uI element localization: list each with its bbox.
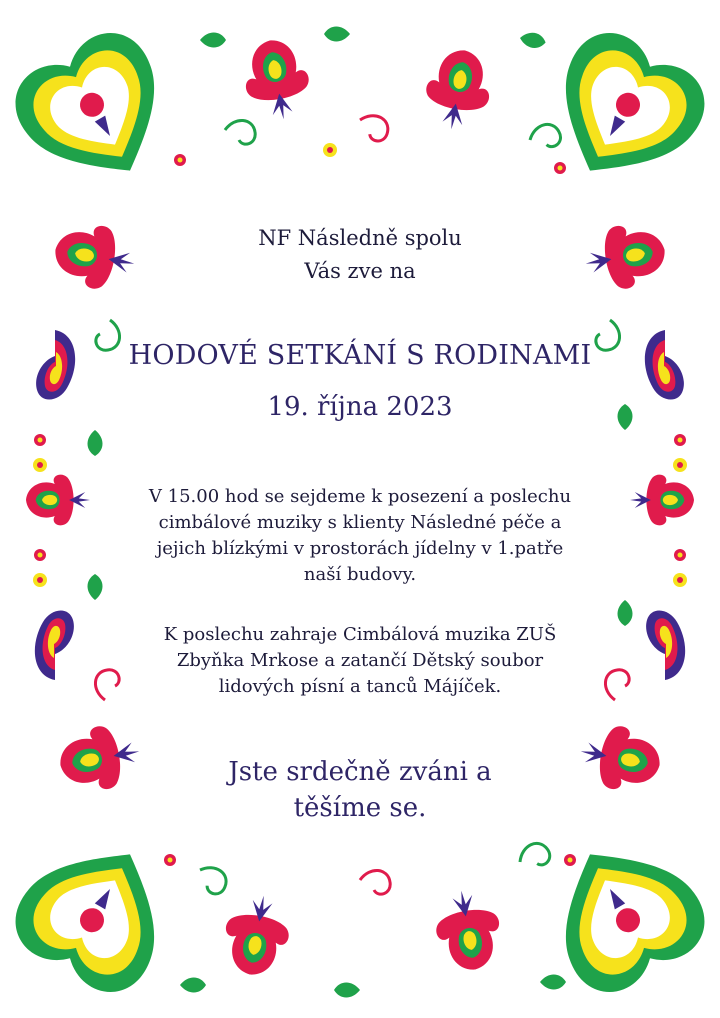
music-line: Zbyňka Mrkose a zatančí Dětský soubor <box>176 650 544 671</box>
music-program <box>0 622 720 700</box>
details-line: V 15.00 hod se sejdeme k posezení a poslechu <box>148 486 572 507</box>
closing-line: Jste srdečně zváni a <box>228 757 492 787</box>
closing-message <box>0 754 720 826</box>
details-line: cimbálové muziky s klienty Následné péče a <box>158 512 562 533</box>
music-line: K poslechu zahraje Cimbálová muzika ZUŠ <box>163 624 557 645</box>
closing-line: těšíme se. <box>293 793 427 823</box>
music-line: lidových písní a tanců Májíček. <box>218 676 502 697</box>
event-details <box>0 484 720 588</box>
host-line: NF Následně spolu <box>258 226 462 250</box>
invite-line: Vás zve na <box>304 259 416 283</box>
details-line: jejich blízkými v prostorách jídelny v 1.patře <box>156 538 564 559</box>
details-line: naší budovy. <box>303 564 417 585</box>
event-date: 19. října 2023 <box>267 392 453 422</box>
invitation-intro <box>0 222 720 288</box>
event-title: HODOVÉ SETKÁNÍ S RODINAMI <box>128 340 592 371</box>
